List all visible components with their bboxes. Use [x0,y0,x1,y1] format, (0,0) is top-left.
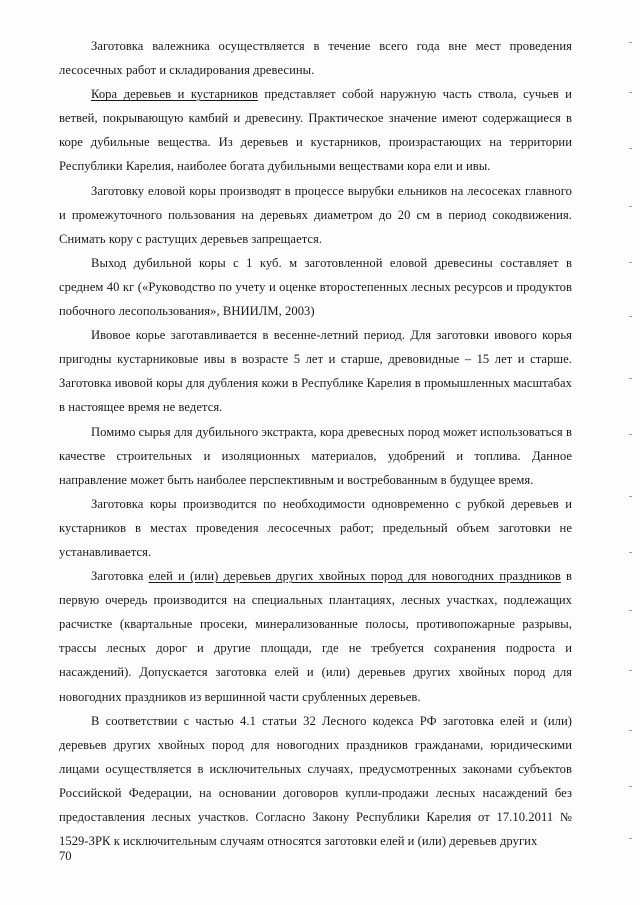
scan-edge-marks [626,30,632,850]
paragraph-text: Заготовка [91,569,149,584]
paragraph-forest-code [59,709,572,854]
paragraph-text: Выход дубильной коры с 1 куб. м заготовленной еловой древесины составляет в среднем 40 кг («Руководство по учету и оценке второстепенных лесных ресурсов и продуктов побочного лесопользования», ВНИИЛМ, 2003) [59,255,572,319]
paragraph-text: в первую очередь производится на специальных плантациях, лесных участках, подлежащих расчистке (квартальные просеки, минерализованные полосы, противопожарные разрывы, трассы лесных дорог и другие площади, где не требуется сохранения подроста и насаждений). Допускается заготовка елей и (или) деревьев других хвойных пород для новогодних праздников из вершинной части срубленных деревьев. [59,569,572,704]
edge-tick [629,262,632,263]
edge-tick [629,42,632,43]
edge-tick [629,206,632,207]
edge-tick [629,434,632,435]
body-text [59,34,572,853]
paragraph-willow-bark [59,323,572,419]
paragraph-text: Заготовку еловой коры производят в процессе вырубки ельников на лесосеках главного и промежуточного пользования на деревьях диаметром до 20 см в период сокодвижения. Снимать кору с растущих деревьев запрещается. [59,183,572,246]
paragraph-text: Ивовое корье заготавливается в весенне-летний период. Для заготовки ивового корья пригодны кустарниковые ивы в возрасте 5 лет и старше, древовидные – 15 лет и старше. Заготовка ивовой коры для дубления кожи в Республике Карелия в промышленных масштабах в настоящее время не ведется. [59,328,572,415]
edge-tick [629,730,632,731]
edge-tick [629,838,632,839]
page-number: 70 [59,849,72,863]
paragraph-text: представляет собой наружную часть ствола, сучьев и ветвей, покрывающую камбий и древесину. Практическое значение имеют содержащиеся в коре дубильные вещества. Из деревьев и кустарников, произрастающих на территории Республики Карелия, наиболее богата дубильными веществами кора ели и ивы. [59,87,572,174]
underlined-term: Кора деревьев и кустарников [91,87,258,102]
paragraph-bark-uses [59,420,572,492]
paragraph-deadwood [59,34,572,82]
paragraph-spruce-bark [59,179,572,251]
edge-tick [629,316,632,317]
edge-tick [629,148,632,149]
edge-tick [629,670,632,671]
paragraph-text: Заготовка валежника осуществляется в течение всего года вне мест проведения лесосечных работ и складирования древесины. [59,39,572,78]
paragraph-text: В соответствии с частью 4.1 статьи 32 Лесного кодекса РФ заготовка елей и (или) деревьев других хвойных пород для новогодних праздников гражданами, юридическими лицами осуществляется в исключительных случаях, предусмотренных законами субъектов Российской Федерации, на основании договоров купли-продажи лесных насаждений без предоставления лесных участков. Согласно Закону Республики Карелия от 17.10.2011 № 1529-ЗРК к исключительным случаям относятся заготовки елей и (или) деревьев других [59,713,572,849]
paragraph-bark-definition [59,82,572,178]
paragraph-christmas-trees [59,564,572,709]
paragraph-bark-yield [59,251,572,323]
edge-tick [629,378,632,379]
edge-tick [629,496,632,497]
paragraph-text: Помимо сырья для дубильного экстракта, кора древесных пород может использоваться в качестве строительных и изоляционных материалов, удобрений и топлива. Данное направление может быть наиболее перспективным и востребованным в будущее время. [59,424,572,487]
edge-tick [629,610,632,611]
edge-tick [629,92,632,93]
edge-tick [629,786,632,787]
paragraph-bark-harvest [59,492,572,564]
paragraph-text: Заготовка коры производится по необходимости одновременно с рубкой деревьев и кустарников в местах проведения лесосечных работ; предельный объем заготовки не устанавливается. [59,496,572,559]
underlined-term: елей и (или) деревьев других хвойных пород для новогодних праздников [148,569,561,584]
edge-tick [629,552,632,553]
